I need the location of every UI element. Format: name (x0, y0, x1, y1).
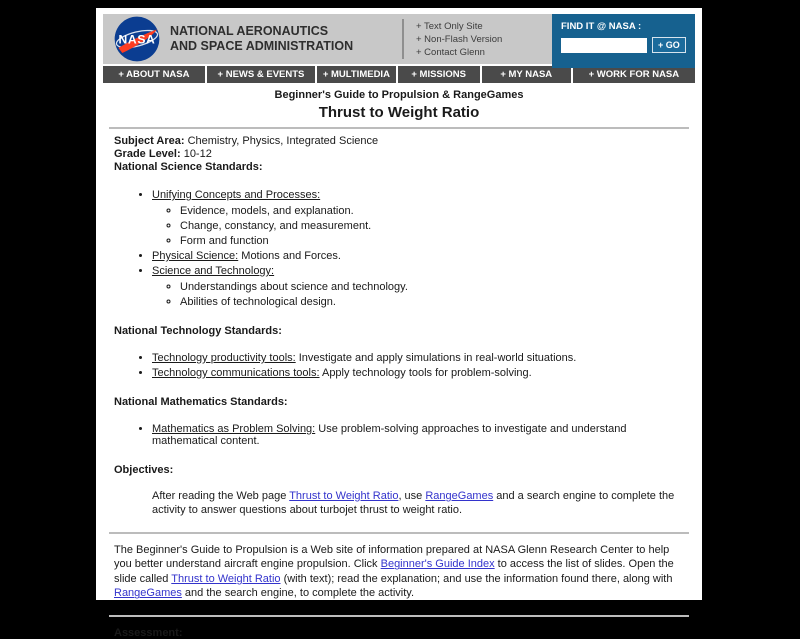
standard-subitem: ◦ Change, constancy, and measurement. (180, 220, 684, 232)
meta-line (114, 148, 684, 161)
nasa-header-band (103, 14, 695, 64)
standard-rest: Use problem-solving approaches to investigate and understand mathematical content. (152, 422, 627, 447)
standard-sublist (152, 281, 684, 308)
find-it-nasa-panel (552, 14, 695, 68)
standard-lead: Unifying Concepts and Processes: (152, 188, 321, 201)
header-link-contact-glenn[interactable]: + Contact Glenn (416, 46, 485, 58)
description-paragraph (114, 543, 684, 601)
standard-lead: Physical Science: (152, 249, 239, 262)
standard-item (152, 250, 684, 262)
standard-sublist (152, 205, 684, 247)
meta-line (114, 161, 684, 174)
nav-item-missions[interactable]: + MISSIONS (398, 66, 480, 83)
standard-rest: Apply technology tools for problem-solving. (319, 366, 532, 379)
find-it-label: FIND IT @ NASA : (561, 21, 642, 32)
breadcrumb: Beginner's Guide to Propulsion & RangeGames (274, 89, 524, 101)
text-segment: to access the list of slides. Open the slide called (114, 558, 674, 585)
divider (109, 532, 689, 534)
agency-name (170, 24, 402, 54)
text-segment: After reading the Web page (152, 489, 290, 502)
standard-lead: Mathematics as Problem Solving: (152, 422, 316, 435)
agency-name-line2: AND SPACE ADMINISTRATION (170, 39, 354, 53)
text-segment: , use (398, 489, 426, 502)
nav-item-multimedia[interactable]: + MULTIMEDIA (317, 66, 396, 83)
primary-nav (103, 66, 695, 83)
standard-item (152, 189, 684, 247)
technology-standards-list (114, 352, 684, 379)
section-heading-mathematics: National Mathematics Standards: (114, 395, 288, 408)
header-link-non-flash-version[interactable]: + Non-Flash Version (416, 33, 503, 45)
link-rangegames[interactable]: RangeGames (425, 489, 494, 502)
meta-label: Subject Area: (114, 135, 185, 147)
svg-text:NASA: NASA (118, 32, 156, 47)
meta-value: Chemistry, Physics, Integrated Science (184, 135, 379, 147)
header-quick-links (402, 19, 552, 59)
page-title: Thrust to Weight Ratio (318, 104, 480, 121)
meta-label: National Science Standards: (114, 160, 263, 173)
standard-subitem: ◦ Understandings about science and technology. (180, 281, 684, 293)
standard-item (152, 367, 684, 379)
section-heading-objectives: Objectives: (114, 463, 174, 476)
nasa-masthead (96, 8, 702, 83)
nasa-meatball-logo[interactable] (114, 16, 160, 62)
agency-name-line1: NATIONAL AERONAUTICS (170, 24, 329, 39)
nav-item-news-events[interactable]: + NEWS & EVENTS (207, 66, 315, 83)
page-content (96, 83, 702, 639)
standard-item (152, 423, 684, 447)
meta-block (114, 135, 684, 174)
mathematics-standards-list (114, 423, 684, 447)
browser-page (96, 8, 702, 639)
nav-item-work-for-nasa[interactable]: + WORK FOR NASA (573, 66, 695, 83)
objectives-paragraph (152, 489, 684, 518)
text-segment: The Beginner's Guide to Propulsion is a Web site of information prepared at NASA Glenn Research Center to help you better understand aircraft engine propulsion. Click (114, 543, 670, 571)
link-beginner-s-guide-index[interactable]: Beginner's Guide Index (380, 558, 495, 571)
standard-subitem: ◦ Evidence, models, and explanation. (180, 205, 684, 217)
section-heading-assessment: Assessment: (114, 627, 183, 639)
science-standards-list (114, 189, 684, 308)
link-rangegames[interactable]: RangeGames (114, 587, 182, 600)
standard-item (152, 265, 684, 308)
search-row (561, 37, 686, 53)
section-heading-technology: National Technology Standards: (114, 324, 282, 337)
nav-item-about-nasa[interactable]: + ABOUT NASA (103, 66, 205, 83)
link-thrust-to-weight-ratio[interactable]: Thrust to Weight Ratio (289, 489, 399, 502)
standard-rest: Investigate and apply simulations in real-world situations. (295, 351, 577, 364)
standard-subitem: ◦ Form and function (180, 235, 684, 247)
standard-lead: Science and Technology: (152, 264, 275, 277)
header-link-text-only-site[interactable]: + Text Only Site (416, 20, 483, 32)
standard-item (152, 352, 684, 364)
nav-item-my-nasa[interactable]: + MY NASA (482, 66, 571, 83)
standard-lead: Technology communications tools: (152, 366, 320, 379)
go-button[interactable]: + GO (652, 37, 686, 53)
objectives-block (152, 489, 684, 518)
text-segment: and the search engine, to complete the activity. (181, 587, 415, 600)
text-segment: (with text); read the explanation; and use the information found there, along with (280, 572, 673, 585)
divider (109, 615, 689, 617)
meta-value: 10-12 (180, 147, 212, 160)
standard-lead: Technology productivity tools: (152, 351, 296, 364)
divider (109, 127, 689, 129)
link-thrust-to-weight-ratio[interactable]: Thrust to Weight Ratio (171, 572, 281, 585)
meta-line (114, 135, 684, 148)
meta-label: Grade Level: (114, 147, 181, 160)
nasa-search-input[interactable] (561, 38, 647, 53)
standard-rest: Motions and Forces. (238, 249, 341, 262)
standard-subitem: ◦ Abilities of technological design. (180, 296, 684, 308)
text-segment: and a search engine to complete the activity to answer questions about turbojet thrust to weight ratio. (152, 489, 675, 517)
